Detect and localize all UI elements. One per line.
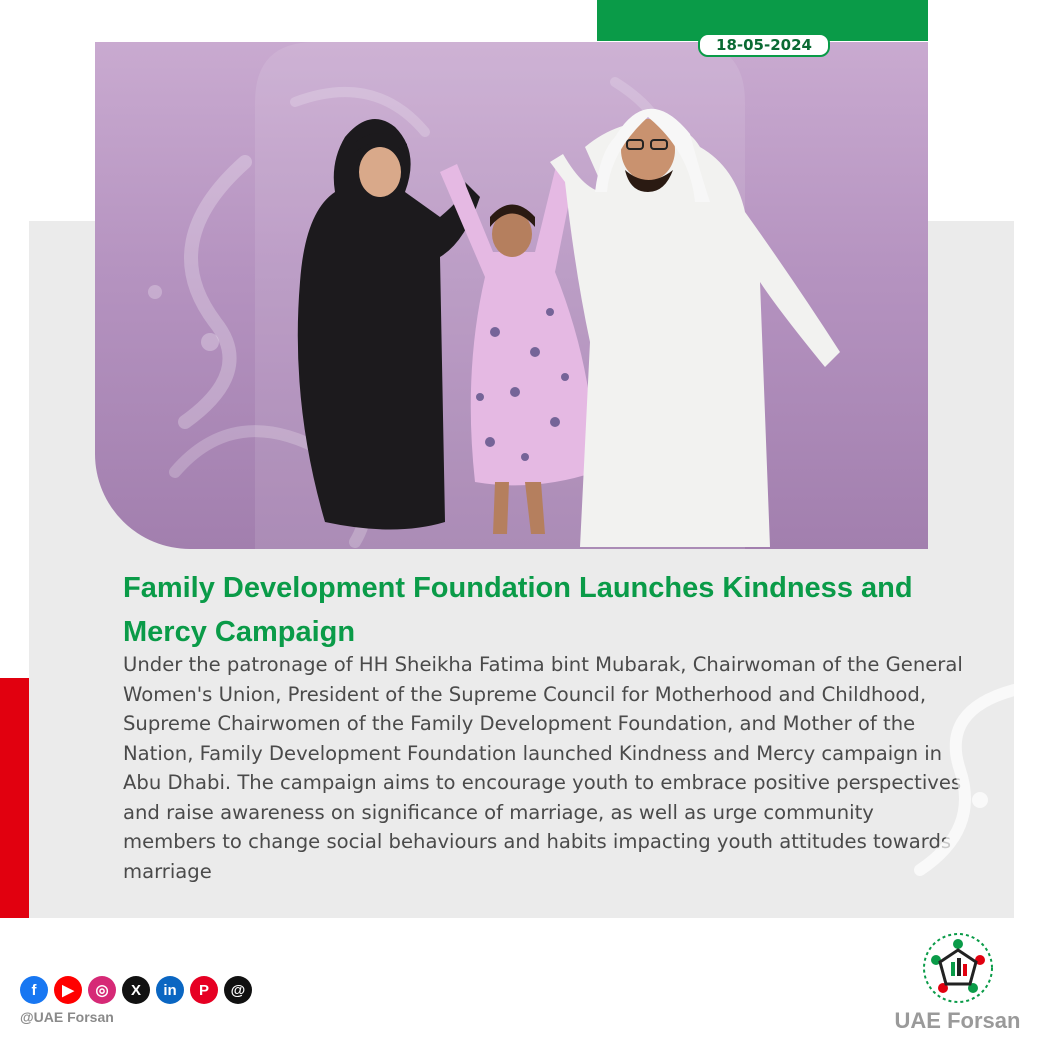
decorative-swirl (900, 680, 1014, 880)
facebook-icon[interactable]: f (20, 976, 48, 1004)
uae-forsan-logo (918, 930, 998, 1006)
pinterest-icon[interactable]: P (190, 976, 218, 1004)
red-accent-bar (0, 678, 29, 918)
date-badge: 18-05-2024 (698, 33, 830, 57)
x-icon[interactable]: X (122, 976, 150, 1004)
social-handle: @UAE Forsan (20, 1009, 114, 1025)
instagram-icon[interactable]: ◎ (88, 976, 116, 1004)
social-icons (20, 976, 252, 1004)
post-body: Under the patronage of HH Sheikha Fatima bint Mubarak, Chairwoman of the General Women's Union, President of the Supreme Council for Motherhood and Childhood, Supreme Chairwomen of the Family Development Foundation, and Mother of the Nation, Family Development Foundation launched Kindness and Mercy campaign in Abu Dhabi. The campaign aims to encourage youth to embrace positive perspectives and raise awareness on significance of marriage, as well as urge community members to change social behaviours and habits impacting youth attitudes towards marriage (123, 653, 963, 883)
family-photo (95, 42, 928, 549)
youtube-icon[interactable]: ▶ (54, 976, 82, 1004)
linkedin-icon[interactable]: in (156, 976, 184, 1004)
family-illustration (95, 42, 928, 549)
threads-icon[interactable]: @ (224, 976, 252, 1004)
brand-name: UAE Forsan (894, 1008, 1021, 1033)
post-title: Family Development Foundation Launches Kindness and Mercy Campaign (123, 572, 913, 648)
